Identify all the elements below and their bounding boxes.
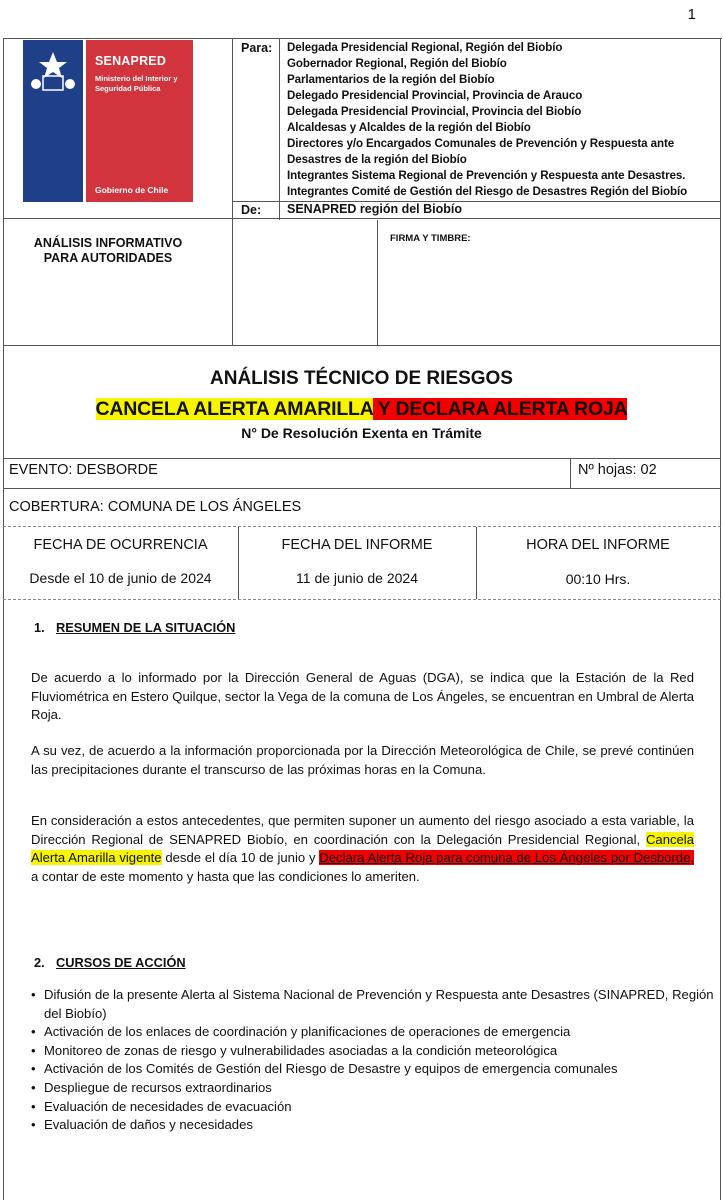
logo-brand: SENAPRED (95, 54, 167, 68)
paragraph-3-text-b: desde el día 10 de junio y (161, 850, 320, 865)
paragraph-3-text-a: En consideración a estos antecedentes, que permiten suponer un aumento del riesgo asociado a esta variable, la Dirección Regional de SENAPRED Biobío, en coordinación con la Delegación Presidencial Regional, (31, 813, 694, 847)
hojas-divider (570, 458, 571, 488)
analisis-line-1: ANÁLISIS INFORMATIVO (33, 236, 183, 250)
fecha-informe-value: 11 de junio de 2024 (296, 570, 418, 586)
section-2-title: CURSOS DE ACCIÓN (56, 955, 186, 970)
hojas-field: Nº hojas: 02 (578, 462, 657, 478)
page-number: 1 (687, 6, 696, 23)
para-label: Para: (241, 41, 273, 55)
section-2-heading (34, 955, 186, 970)
section-1-heading (34, 620, 235, 635)
list-item-text: Evaluación de necesidades de evacuación (44, 1098, 292, 1114)
fecha-ocurrencia-label: FECHA DE OCURRENCIA (33, 537, 208, 553)
list-item (31, 1042, 721, 1061)
page-title: ANÁLISIS TÉCNICO DE RIESGOS (210, 368, 513, 389)
header-row-divider (3, 218, 721, 219)
info-row-divider-top (3, 458, 721, 459)
list-item-text: Evaluación de daños y necesidades (44, 1117, 253, 1133)
header-divider-firma (377, 220, 378, 345)
list-item (31, 1079, 721, 1098)
cancel-alert-highlight: CANCELA ALERTA AMARILLA (95, 398, 373, 420)
list-item (31, 986, 721, 1023)
alert-title (0, 398, 723, 421)
bullet-icon: • (31, 1117, 36, 1133)
bullet-icon: • (31, 1079, 36, 1095)
hora-informe-value: 00:10 Hrs. (565, 571, 631, 587)
analisis-informativo-label (23, 236, 193, 266)
resolution-number: N° De Resolución Exenta en Trámite (241, 425, 482, 441)
list-item (31, 1023, 721, 1042)
bullet-icon: • (31, 1024, 36, 1040)
section-2-number: 2. (34, 955, 45, 970)
evento-field: EVENTO: DESBORDE (9, 462, 158, 478)
de-value: SENAPRED región del Biobío (287, 202, 463, 216)
logo-government: Gobierno de Chile (95, 185, 169, 195)
recipient-line: Integrantes Comité de Gestión del Riesgo de Desastres Región del Biobío (287, 185, 688, 198)
bullet-icon: • (31, 1042, 36, 1058)
header-divider-left (232, 38, 233, 345)
section-1-paragraph-3 (31, 812, 694, 886)
section-1-title: RESUMEN DE LA SITUACIÓN (56, 620, 236, 635)
section-1-number: 1. (34, 620, 45, 635)
cobertura-field: COBERTURA: COMUNA DE LOS ÁNGELES (9, 499, 302, 515)
list-item (31, 1060, 721, 1079)
list-item (31, 1098, 721, 1117)
de-label: De: (241, 203, 262, 217)
recipient-line: Desastres de la región del Biobío (287, 153, 467, 166)
paragraph-3-text-c: a contar de este momento y hasta que las condiciones lo ameriten. (31, 868, 420, 884)
bullet-icon: • (31, 1061, 36, 1077)
senapred-logo (23, 40, 193, 202)
logo-ministry: Ministerio del Interior y Seguridad Pública (95, 74, 178, 93)
firma-timbre-label: FIRMA Y TIMBRE: (390, 233, 471, 244)
recipient-line: Delegado Presidencial Provincial, Provincia de Arauco (287, 89, 583, 102)
cobertura-divider (3, 526, 721, 527)
analisis-line-2: PARA AUTORIDADES (43, 251, 173, 265)
declare-alert-inline-highlight: Declara Alerta Roja para comuna de Los Ángeles por Desborde, (319, 850, 695, 865)
declare-alert-highlight: Y DECLARA ALERTA ROJA (372, 398, 628, 420)
recipient-line: Delegada Presidencial Regional, Región del Biobío (287, 41, 563, 54)
fecha-ocurrencia-value: Desde el 10 de junio de 2024 (29, 570, 212, 586)
list-item-text: Activación de los enlaces de coordinación y planificaciones de operaciones de emergencia (44, 1024, 571, 1040)
bullet-icon: • (31, 987, 36, 1002)
recipient-line: Delegada Presidencial Provincial, Provincia del Biobío (287, 105, 582, 118)
info-row-divider (3, 488, 721, 489)
list-item-text: Monitoreo de zonas de riesgo y vulnerabilidades asociadas a la condición meteorológica (44, 1042, 558, 1058)
recipient-line: Parlamentarios de la región del Biobío (287, 73, 495, 86)
section-1-paragraph-1: De acuerdo a lo informado por la Dirección General de Aguas (DGA), se indica que la Estación de la Red Fluviométrica en Estero Quilque, sector la Vega de la comuna de Los Ángeles, se encuentran en Umbral de Alerta Roja. (31, 670, 694, 722)
recipient-line: Alcaldesas y Alcaldes de la región del Biobío (287, 121, 531, 134)
table-border-left (3, 38, 4, 1200)
list-item-text: Despliegue de recursos extraordinarios (44, 1079, 272, 1095)
list-item-text: Difusión de la presente Alerta al Sistema Nacional de Prevención y Respuesta ante Desastres (SINAPRED, Región del Biobío) (44, 987, 714, 1021)
dates-divider (3, 599, 721, 600)
list-item (31, 1116, 721, 1135)
cancel-alert-inline-highlight: Cancela Alerta Amarilla vigente (31, 831, 694, 865)
chile-crest-icon (27, 46, 79, 98)
bullet-icon: • (31, 1098, 36, 1114)
recipient-line: Integrantes Sistema Regional de Prevención y Respuesta ante Desastres. (287, 169, 686, 182)
recipient-line: Directores y/o Encargados Comunales de Prevención y Respuesta ante (287, 137, 675, 150)
fecha-informe-label: FECHA DEL INFORME (281, 537, 433, 553)
table-border-top (3, 38, 722, 39)
action-list (31, 986, 721, 1135)
list-item-text: Activación de los Comités de Gestión del Riesgo de Desastre y equipos de emergencia comunales (44, 1061, 618, 1077)
header-bottom-divider (3, 345, 721, 346)
recipient-line: Gobernador Regional, Región del Biobío (287, 57, 507, 70)
header-divider-para (279, 38, 280, 220)
hora-informe-label: HORA DEL INFORME (526, 537, 670, 553)
section-1-paragraph-2: A su vez, de acuerdo a la información proporcionada por la Dirección Meteorológica de Chile, se prevé continúen las precipitaciones durante el transcurso de las próximas horas en la Comuna. (31, 743, 694, 777)
